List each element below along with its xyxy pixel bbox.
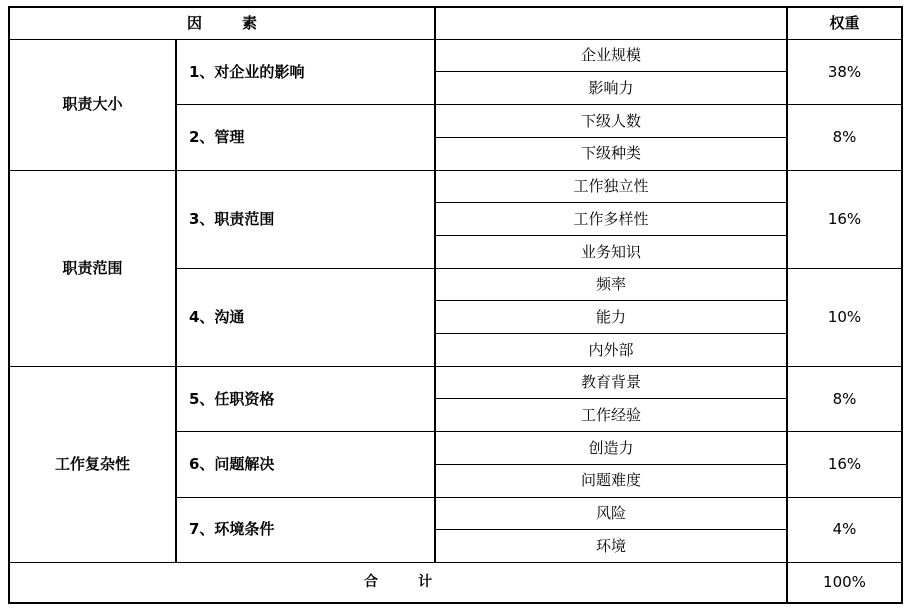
weight-cell: 16% xyxy=(787,170,902,268)
factor-header-cell xyxy=(9,7,435,39)
weight-cell: 4% xyxy=(787,497,902,562)
factor-cell: 7、环境条件 xyxy=(176,497,435,562)
factor-cell: 2、管理 xyxy=(176,105,435,170)
category-cell: 职责大小 xyxy=(9,39,176,170)
factor-cell: 5、任职资格 xyxy=(176,366,435,431)
table-row xyxy=(9,39,902,72)
sub-factor-cell: 工作经验 xyxy=(435,399,787,432)
weight-header-cell: 权重 xyxy=(787,7,902,39)
sub-factor-cell: 下级人数 xyxy=(435,105,787,138)
category-cell: 职责范围 xyxy=(9,170,176,366)
factor-header-char-a: 因 xyxy=(186,14,202,33)
sub-factor-cell: 创造力 xyxy=(435,432,787,465)
sub-factor-cell: 影响力 xyxy=(435,72,787,105)
total-label-cell xyxy=(9,562,787,603)
sub-factor-cell: 企业规模 xyxy=(435,39,787,72)
sub-header-cell xyxy=(435,7,787,39)
sub-factor-cell: 业务知识 xyxy=(435,235,787,268)
total-label-char-a: 合 xyxy=(364,573,378,590)
factor-cell: 6、问题解决 xyxy=(176,432,435,497)
sub-factor-cell: 能力 xyxy=(435,301,787,334)
category-cell: 工作复杂性 xyxy=(9,366,176,562)
sub-factor-cell: 教育背景 xyxy=(435,366,787,399)
weight-cell: 16% xyxy=(787,432,902,497)
sub-factor-cell: 内外部 xyxy=(435,334,787,367)
total-row xyxy=(9,562,902,603)
sub-factor-cell: 工作独立性 xyxy=(435,170,787,203)
total-weight-cell: 100% xyxy=(787,562,902,603)
weight-cell: 8% xyxy=(787,105,902,170)
weight-cell: 38% xyxy=(787,39,902,104)
sub-factor-cell: 下级种类 xyxy=(435,137,787,170)
sub-factor-cell: 环境 xyxy=(435,530,787,563)
table-row xyxy=(9,366,902,399)
weight-cell: 8% xyxy=(787,366,902,431)
header-row xyxy=(9,7,902,39)
table-row xyxy=(9,170,902,203)
total-label-char-b: 计 xyxy=(418,573,432,590)
factor-cell: 3、职责范围 xyxy=(176,170,435,268)
factor-cell: 1、对企业的影响 xyxy=(176,39,435,104)
factor-cell: 4、沟通 xyxy=(176,268,435,366)
sub-factor-cell: 频率 xyxy=(435,268,787,301)
weight-cell: 10% xyxy=(787,268,902,366)
sub-factor-cell: 风险 xyxy=(435,497,787,530)
factor-header-char-b: 素 xyxy=(242,14,258,33)
factor-weight-table xyxy=(8,6,903,604)
sub-factor-cell: 工作多样性 xyxy=(435,203,787,236)
sub-factor-cell: 问题难度 xyxy=(435,464,787,497)
